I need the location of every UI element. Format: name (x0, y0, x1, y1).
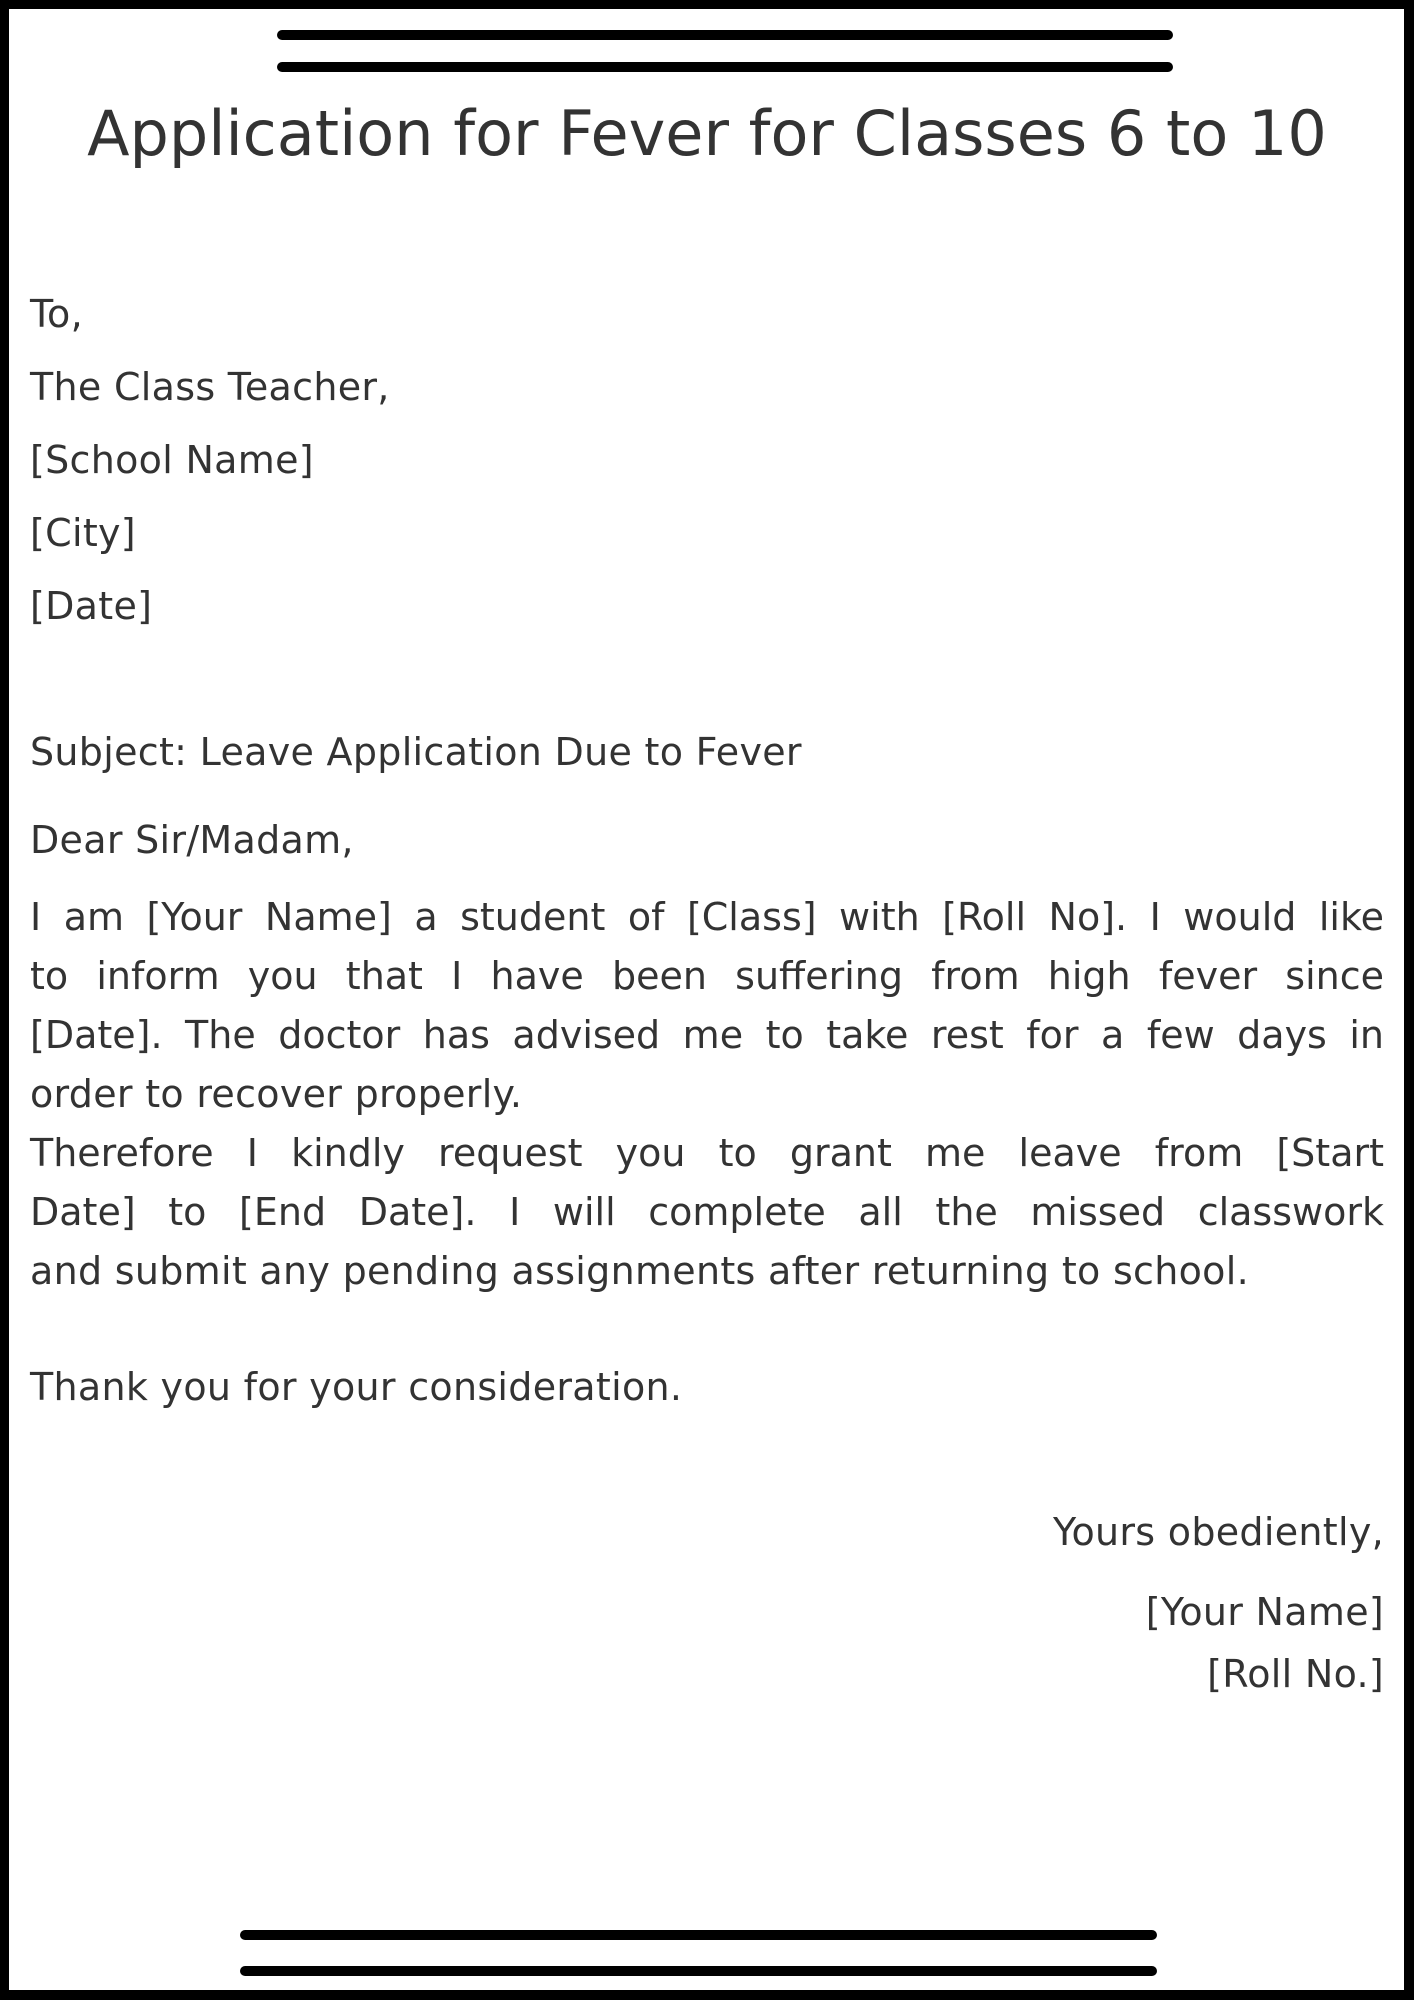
address-recipient: The Class Teacher, (30, 365, 390, 409)
top-decorative-rule-1 (277, 30, 1173, 40)
body-line: Date] to [End Date]. I will complete all the missed classwork (30, 1190, 1384, 1234)
subject-line: Subject: Leave Application Due to Fever (30, 730, 802, 774)
body-line: I am [Your Name] a student of [Class] with [Roll No]. I would like (30, 895, 1384, 939)
address-to: To, (30, 292, 83, 336)
top-decorative-rule-2 (277, 62, 1173, 72)
body-line: and submit any pending assignments after returning to school. (30, 1249, 1249, 1293)
signature-name: [Your Name] (1145, 1590, 1384, 1634)
greeting: Dear Sir/Madam, (30, 818, 354, 862)
address-city: [City] (30, 511, 136, 555)
signature-closing: Yours obediently, (1052, 1510, 1384, 1554)
signature-roll: [Roll No.] (1207, 1652, 1384, 1696)
address-date: [Date] (30, 584, 153, 628)
document-title: Application for Fever for Classes 6 to 10 (87, 97, 1327, 170)
address-school: [School Name] (30, 438, 314, 482)
body-line: Therefore I kindly request you to grant me leave from [Start (30, 1131, 1384, 1175)
body-line: to inform you that I have been suffering from high fever since (30, 954, 1384, 998)
body-line: order to recover properly. (30, 1072, 523, 1116)
bottom-decorative-rule-1 (240, 1930, 1157, 1940)
bottom-decorative-rule-2 (240, 1966, 1157, 1976)
closing-thanks: Thank you for your consideration. (30, 1365, 683, 1409)
body-line: [Date]. The doctor has advised me to take rest for a few days in (30, 1013, 1384, 1057)
